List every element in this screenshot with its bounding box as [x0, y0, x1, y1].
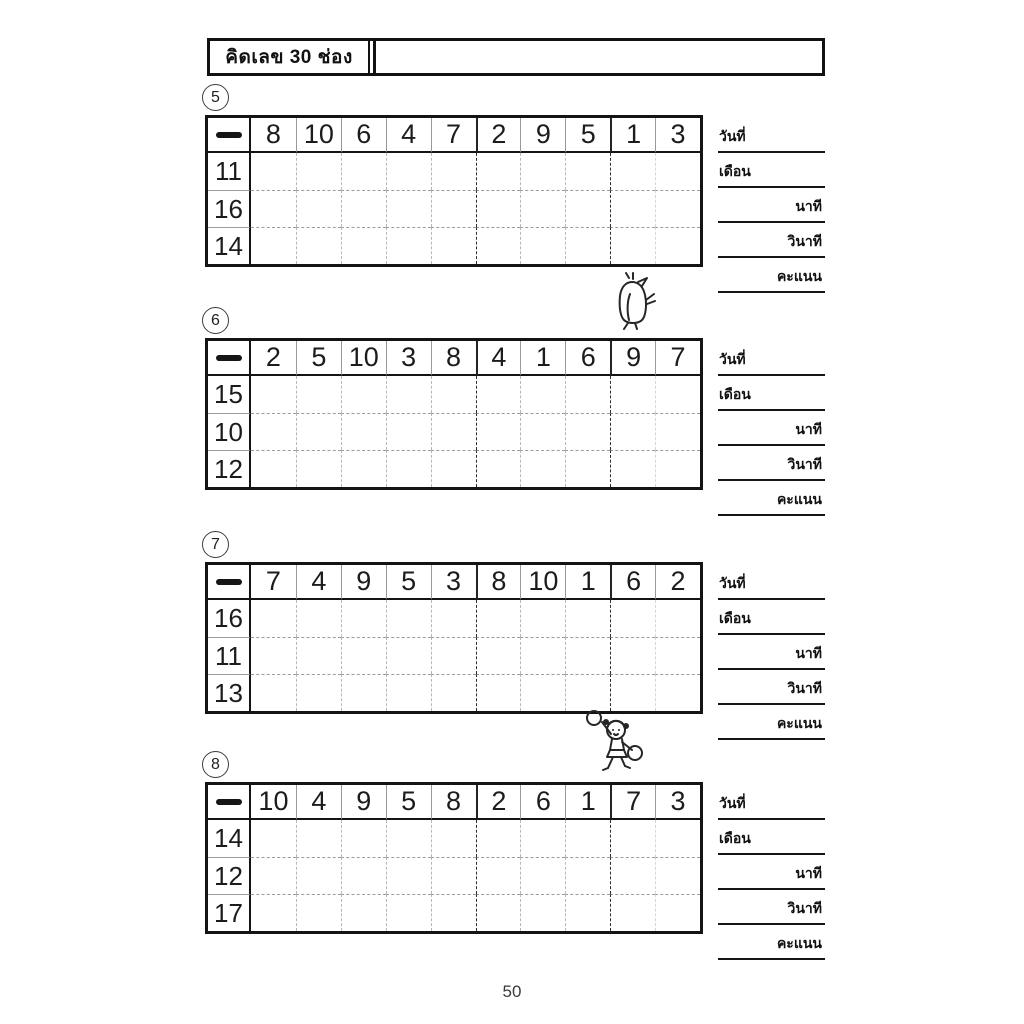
answer-cell [386, 674, 431, 711]
answer-cell [251, 376, 296, 413]
answer-cell [565, 894, 610, 931]
answer-cell [520, 674, 565, 711]
column-number: 8 [431, 785, 476, 820]
answer-cell [476, 227, 521, 264]
answer-cell [520, 450, 565, 487]
column-number: 3 [431, 565, 476, 600]
answer-cell [386, 894, 431, 931]
answer-cell [386, 190, 431, 227]
minus-operator-icon [216, 579, 242, 585]
column-number: 3 [386, 341, 431, 376]
row-number: 14 [208, 227, 251, 264]
score-field [718, 258, 825, 293]
answer-cell [386, 153, 431, 190]
column-number: 8 [251, 118, 296, 153]
answer-cell [251, 413, 296, 450]
column-number: 2 [655, 565, 700, 600]
column-number: 1 [565, 565, 610, 600]
date-label: วันที่ [719, 128, 746, 144]
answer-cell [341, 820, 386, 857]
column-number: 8 [431, 341, 476, 376]
answer-cell [476, 894, 521, 931]
answer-cell [565, 820, 610, 857]
answer-cell [565, 227, 610, 264]
answer-cell [296, 153, 341, 190]
column-number: 7 [251, 565, 296, 600]
answer-cell [296, 190, 341, 227]
answer-cell [431, 153, 476, 190]
calculation-table-7 [205, 562, 703, 714]
operator-cell [208, 341, 251, 376]
minutes-field [718, 855, 825, 890]
answer-cell [655, 450, 700, 487]
column-number: 2 [251, 341, 296, 376]
month-label: เดือน [719, 830, 751, 846]
month-label: เดือน [719, 386, 751, 402]
exercise-number-badge [202, 84, 229, 111]
score-fields [718, 785, 825, 960]
answer-cell [476, 153, 521, 190]
answer-cell [296, 894, 341, 931]
column-number: 9 [341, 565, 386, 600]
answer-cell [565, 376, 610, 413]
answer-cell [386, 450, 431, 487]
score-label: คะแนน [776, 715, 822, 731]
answer-cell [431, 600, 476, 637]
answer-cell [251, 674, 296, 711]
seconds-field [718, 446, 825, 481]
answer-cell [431, 637, 476, 674]
answer-cell [251, 857, 296, 894]
exercise-number-badge [202, 307, 229, 334]
answer-cell [520, 376, 565, 413]
column-number: 5 [386, 785, 431, 820]
score-label: คะแนน [776, 268, 822, 284]
worksheet-title: คิดเลข 30 ช่อง [210, 41, 370, 73]
answer-cell [341, 413, 386, 450]
answer-cell [520, 190, 565, 227]
answer-cell [610, 376, 655, 413]
row-number: 16 [208, 600, 251, 637]
minutes-label: นาที [795, 865, 822, 881]
minus-operator-icon [216, 799, 242, 805]
answer-cell [520, 227, 565, 264]
cheering-girl-doodle-icon [578, 706, 652, 780]
column-number: 7 [610, 785, 655, 820]
answer-cell [655, 894, 700, 931]
answer-cell [476, 190, 521, 227]
row-number: 14 [208, 820, 251, 857]
answer-cell [386, 637, 431, 674]
answer-cell [296, 637, 341, 674]
answer-cell [296, 376, 341, 413]
answer-cell [520, 894, 565, 931]
score-label: คะแนน [776, 935, 822, 951]
answer-cell [341, 600, 386, 637]
answer-cell [251, 450, 296, 487]
answer-cell [610, 413, 655, 450]
penguin-doodle-icon [602, 270, 664, 334]
month-label: เดือน [719, 163, 751, 179]
answer-cell [341, 894, 386, 931]
date-field [718, 341, 825, 376]
month-field [718, 376, 825, 411]
answer-cell [655, 637, 700, 674]
answer-cell [431, 857, 476, 894]
minus-operator-icon [216, 355, 242, 361]
month-field [718, 820, 825, 855]
minutes-label: นาที [795, 645, 822, 661]
column-number: 4 [296, 565, 341, 600]
seconds-label: วินาที [787, 233, 822, 249]
answer-cell [610, 190, 655, 227]
seconds-label: วินาที [787, 456, 822, 472]
column-number: 6 [610, 565, 655, 600]
answer-cell [386, 820, 431, 857]
answer-cell [251, 227, 296, 264]
answer-cell [476, 637, 521, 674]
answer-cell [251, 600, 296, 637]
title-box [207, 38, 825, 76]
score-fields [718, 565, 825, 740]
column-number: 6 [520, 785, 565, 820]
exercise-number-badge [202, 531, 229, 558]
answer-cell [520, 857, 565, 894]
answer-cell [520, 820, 565, 857]
seconds-field [718, 890, 825, 925]
answer-cell [251, 820, 296, 857]
column-number: 6 [565, 341, 610, 376]
answer-cell [386, 376, 431, 413]
answer-cell [386, 857, 431, 894]
score-field [718, 481, 825, 516]
answer-cell [655, 413, 700, 450]
answer-cell [476, 600, 521, 637]
month-field [718, 600, 825, 635]
calculation-table-8 [205, 782, 703, 934]
answer-cell [476, 413, 521, 450]
row-number: 16 [208, 190, 251, 227]
minutes-label: นาที [795, 421, 822, 437]
date-label: วันที่ [719, 795, 746, 811]
page-number: 50 [502, 982, 522, 1001]
column-number: 10 [296, 118, 341, 153]
column-number: 10 [341, 341, 386, 376]
column-number: 8 [476, 565, 521, 600]
answer-cell [565, 637, 610, 674]
column-number: 9 [520, 118, 565, 153]
answer-cell [610, 894, 655, 931]
minus-operator-icon [216, 132, 242, 138]
answer-cell [296, 857, 341, 894]
exercise-number: 6 [211, 311, 220, 329]
column-number: 1 [610, 118, 655, 153]
answer-cell [296, 227, 341, 264]
answer-cell [610, 227, 655, 264]
date-field [718, 785, 825, 820]
answer-cell [610, 153, 655, 190]
exercise-number: 8 [211, 755, 220, 773]
answer-cell [610, 600, 655, 637]
answer-cell [296, 413, 341, 450]
answer-cell [655, 153, 700, 190]
column-number: 3 [655, 118, 700, 153]
answer-cell [386, 600, 431, 637]
answer-cell [341, 674, 386, 711]
answer-cell [476, 820, 521, 857]
column-number: 1 [565, 785, 610, 820]
answer-cell [655, 190, 700, 227]
calculation-table-6 [205, 338, 703, 490]
answer-cell [655, 376, 700, 413]
row-number: 10 [208, 413, 251, 450]
answer-cell [341, 857, 386, 894]
month-label: เดือน [719, 610, 751, 626]
column-number: 9 [610, 341, 655, 376]
answer-cell [565, 153, 610, 190]
answer-cell [251, 153, 296, 190]
row-number: 13 [208, 674, 251, 711]
column-number: 1 [520, 341, 565, 376]
minutes-field [718, 411, 825, 446]
seconds-field [718, 223, 825, 258]
answer-cell [610, 450, 655, 487]
answer-cell [610, 820, 655, 857]
column-number: 7 [431, 118, 476, 153]
answer-cell [431, 190, 476, 227]
date-field [718, 118, 825, 153]
row-number: 11 [208, 637, 251, 674]
answer-cell [565, 857, 610, 894]
answer-cell [431, 450, 476, 487]
answer-cell [431, 376, 476, 413]
month-field [718, 153, 825, 188]
column-number: 7 [655, 341, 700, 376]
calculation-table-5 [205, 115, 703, 267]
answer-cell [476, 857, 521, 894]
answer-cell [296, 450, 341, 487]
answer-cell [520, 153, 565, 190]
answer-cell [341, 227, 386, 264]
score-field [718, 925, 825, 960]
answer-cell [296, 600, 341, 637]
row-number: 15 [208, 376, 251, 413]
answer-cell [565, 600, 610, 637]
operator-cell [208, 565, 251, 600]
answer-cell [251, 894, 296, 931]
answer-cell [431, 413, 476, 450]
operator-cell [208, 118, 251, 153]
answer-cell [386, 413, 431, 450]
seconds-label: วินาที [787, 680, 822, 696]
answer-cell [431, 227, 476, 264]
answer-cell [341, 153, 386, 190]
answer-cell [341, 376, 386, 413]
minutes-field [718, 635, 825, 670]
seconds-label: วินาที [787, 900, 822, 916]
answer-cell [296, 674, 341, 711]
answer-cell [520, 600, 565, 637]
column-number: 5 [296, 341, 341, 376]
score-field [718, 705, 825, 740]
column-number: 2 [476, 118, 521, 153]
answer-cell [565, 450, 610, 487]
answer-cell [386, 227, 431, 264]
row-number: 12 [208, 857, 251, 894]
answer-cell [341, 450, 386, 487]
row-number: 11 [208, 153, 251, 190]
score-fields [718, 118, 825, 293]
column-number: 9 [341, 785, 386, 820]
answer-cell [655, 857, 700, 894]
answer-cell [431, 820, 476, 857]
answer-cell [296, 820, 341, 857]
answer-cell [565, 190, 610, 227]
answer-cell [610, 637, 655, 674]
minutes-label: นาที [795, 198, 822, 214]
column-number: 5 [565, 118, 610, 153]
score-label: คะแนน [776, 491, 822, 507]
row-number: 12 [208, 450, 251, 487]
answer-cell [476, 450, 521, 487]
column-number: 6 [341, 118, 386, 153]
title-blank-area [376, 41, 822, 73]
answer-cell [476, 674, 521, 711]
column-number: 5 [386, 565, 431, 600]
operator-cell [208, 785, 251, 820]
date-label: วันที่ [719, 575, 746, 591]
row-number: 17 [208, 894, 251, 931]
answer-cell [520, 413, 565, 450]
exercise-number-badge [202, 751, 229, 778]
answer-cell [655, 820, 700, 857]
answer-cell [476, 376, 521, 413]
column-number: 2 [476, 785, 521, 820]
minutes-field [718, 188, 825, 223]
column-number: 4 [296, 785, 341, 820]
answer-cell [251, 637, 296, 674]
exercise-number: 5 [211, 88, 220, 106]
answer-cell [655, 227, 700, 264]
answer-cell [565, 413, 610, 450]
score-fields [718, 341, 825, 516]
date-field [718, 565, 825, 600]
answer-cell [341, 637, 386, 674]
column-number: 10 [251, 785, 296, 820]
seconds-field [718, 670, 825, 705]
answer-cell [520, 637, 565, 674]
answer-cell [655, 600, 700, 637]
answer-cell [431, 894, 476, 931]
column-number: 3 [655, 785, 700, 820]
exercise-number: 7 [211, 535, 220, 553]
answer-cell [341, 190, 386, 227]
column-number: 10 [520, 565, 565, 600]
answer-cell [251, 190, 296, 227]
answer-cell [610, 857, 655, 894]
date-label: วันที่ [719, 351, 746, 367]
column-number: 4 [476, 341, 521, 376]
answer-cell [431, 674, 476, 711]
answer-cell [655, 674, 700, 711]
column-number: 4 [386, 118, 431, 153]
